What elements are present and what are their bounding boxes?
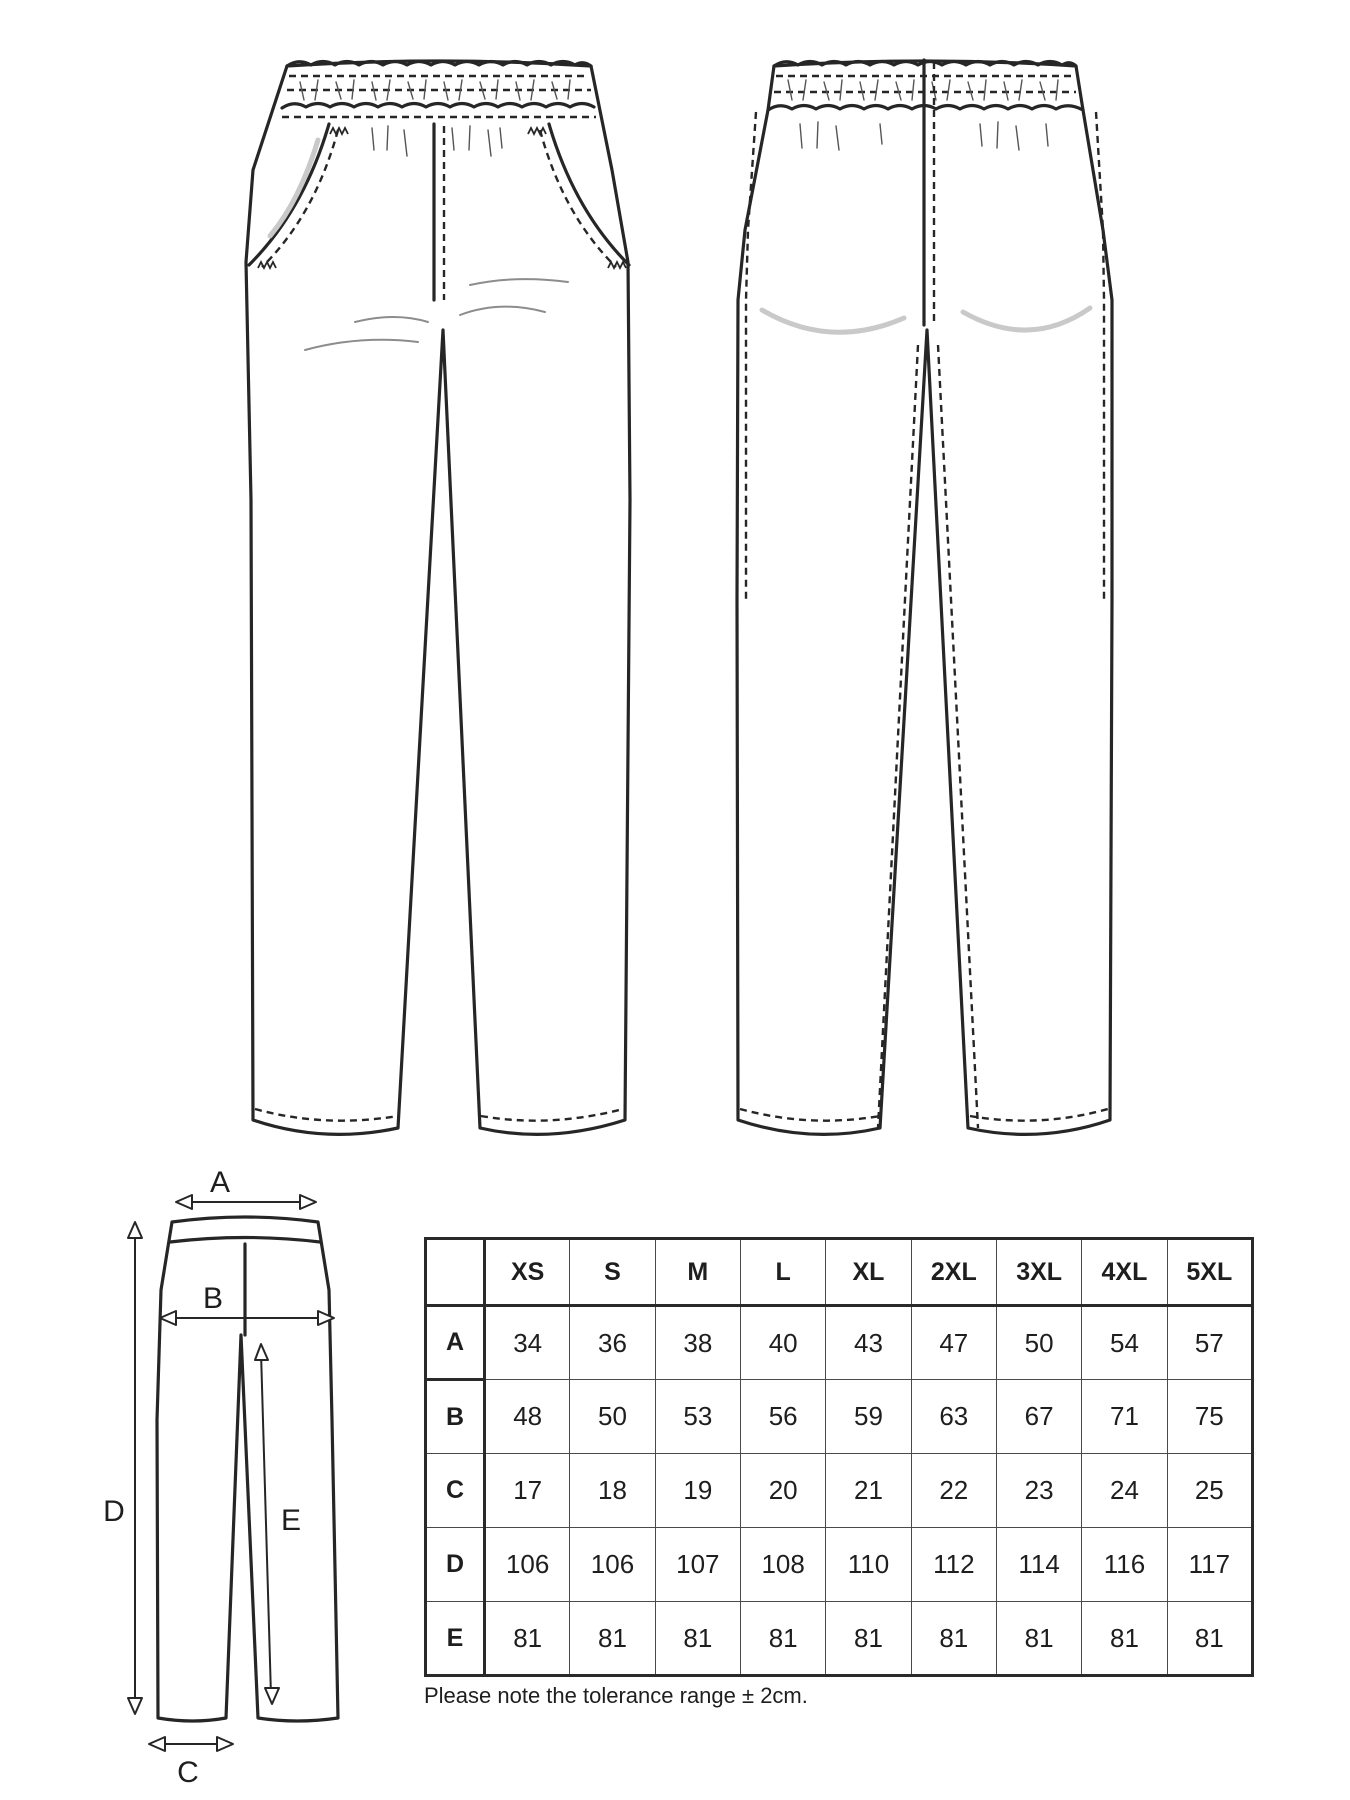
label-a: A <box>209 1166 231 1199</box>
table-cell: 116 <box>1082 1528 1167 1602</box>
label-d: D <box>103 1495 125 1528</box>
table-row <box>426 1528 1253 1602</box>
size-header: 5XL <box>1167 1239 1252 1306</box>
table-cell: 19 <box>655 1454 740 1528</box>
size-header: XS <box>485 1239 570 1306</box>
table-cell: 50 <box>570 1380 655 1454</box>
table-cell: 81 <box>1082 1602 1167 1676</box>
table-cell: 25 <box>1167 1454 1252 1528</box>
table-cell: 81 <box>826 1602 911 1676</box>
size-header: XL <box>826 1239 911 1306</box>
guide-trousers-outline <box>157 1217 338 1721</box>
table-cell: 24 <box>1082 1454 1167 1528</box>
table-cell: 63 <box>911 1380 996 1454</box>
table-cell: 54 <box>1082 1306 1167 1380</box>
size-header: S <box>570 1239 655 1306</box>
size-header: 4XL <box>1082 1239 1167 1306</box>
table-cell: 21 <box>826 1454 911 1528</box>
row-label: C <box>426 1454 485 1528</box>
table-cell: 43 <box>826 1306 911 1380</box>
table-cell: 106 <box>570 1528 655 1602</box>
table-cell: 50 <box>996 1306 1081 1380</box>
table-cell: 117 <box>1167 1528 1252 1602</box>
table-cell: 36 <box>570 1306 655 1380</box>
label-e: E <box>280 1504 302 1537</box>
table-cell: 59 <box>826 1380 911 1454</box>
trousers-back-view <box>737 60 1112 1134</box>
label-b: B <box>202 1282 224 1315</box>
table-cell: 67 <box>996 1380 1081 1454</box>
size-header: M <box>655 1239 740 1306</box>
size-header-row <box>426 1239 1253 1306</box>
table-cell: 108 <box>740 1528 825 1602</box>
row-label: D <box>426 1528 485 1602</box>
row-label: A <box>426 1306 485 1380</box>
size-chart-table <box>424 1237 1254 1677</box>
table-row <box>426 1306 1253 1380</box>
table-cell: 81 <box>655 1602 740 1676</box>
table-cell: 110 <box>826 1528 911 1602</box>
label-c: C <box>177 1756 199 1789</box>
row-label: B <box>426 1380 485 1454</box>
table-cell: 114 <box>996 1528 1081 1602</box>
row-label: E <box>426 1602 485 1676</box>
table-cell: 23 <box>996 1454 1081 1528</box>
table-cell: 71 <box>1082 1380 1167 1454</box>
size-header: L <box>740 1239 825 1306</box>
table-cell: 17 <box>485 1454 570 1528</box>
table-cell: 106 <box>485 1528 570 1602</box>
table-row <box>426 1454 1253 1528</box>
table-cell: 112 <box>911 1528 996 1602</box>
table-cell: 20 <box>740 1454 825 1528</box>
table-cell: 81 <box>740 1602 825 1676</box>
trousers-front-view <box>246 61 630 1134</box>
table-cell: 22 <box>911 1454 996 1528</box>
table-cell: 53 <box>655 1380 740 1454</box>
table-row <box>426 1602 1253 1676</box>
table-cell: 47 <box>911 1306 996 1380</box>
table-cell: 34 <box>485 1306 570 1380</box>
table-row <box>426 1380 1253 1454</box>
size-header: 2XL <box>911 1239 996 1306</box>
table-cell: 38 <box>655 1306 740 1380</box>
front-outline <box>246 61 630 1134</box>
table-cell: 56 <box>740 1380 825 1454</box>
table-cell: 81 <box>570 1602 655 1676</box>
table-cell: 81 <box>1167 1602 1252 1676</box>
table-cell: 81 <box>996 1602 1081 1676</box>
table-cell: 81 <box>911 1602 996 1676</box>
table-cell: 18 <box>570 1454 655 1528</box>
measurement-guide-diagram <box>103 1166 338 1789</box>
table-cell: 40 <box>740 1306 825 1380</box>
table-corner <box>426 1239 485 1306</box>
table-cell: 48 <box>485 1380 570 1454</box>
table-cell: 75 <box>1167 1380 1252 1454</box>
table-cell: 107 <box>655 1528 740 1602</box>
size-header: 3XL <box>996 1239 1081 1306</box>
tolerance-note: Please note the tolerance range ± 2cm. <box>424 1683 808 1708</box>
table-cell: 57 <box>1167 1306 1252 1380</box>
table-cell: 81 <box>485 1602 570 1676</box>
